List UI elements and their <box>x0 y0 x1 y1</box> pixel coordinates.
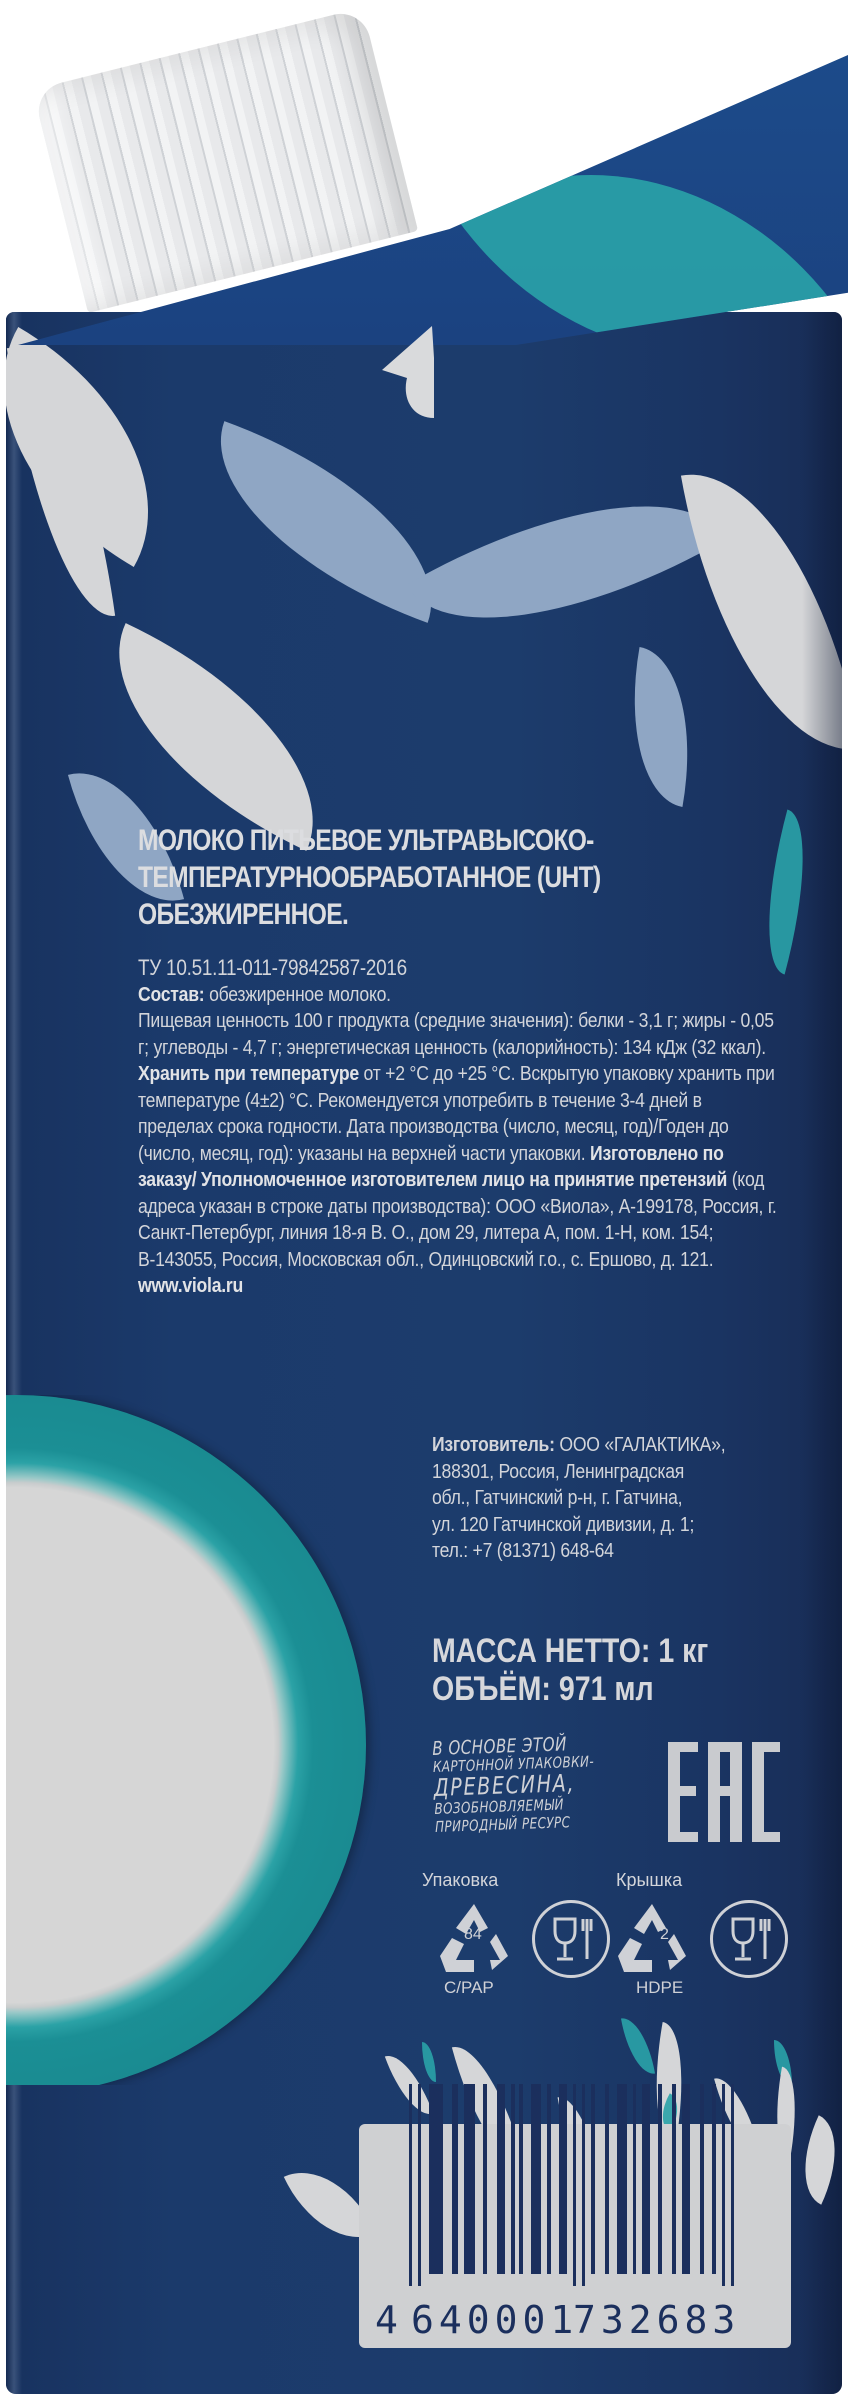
carton-material: C/PAP <box>444 1978 494 1997</box>
storage-label: Хранить при температуре <box>138 1062 359 1085</box>
volume: ОБЪЁМ: 971 мл <box>432 1670 654 1708</box>
product-title <box>138 822 778 933</box>
wood-note-line: В ОСНОВЕ ЭТОЙ <box>431 1733 568 1760</box>
manufacturer-line: ул. 120 Гатчинской дивизии, д. 1; <box>432 1512 695 1536</box>
barcode-group-2: 732683 <box>573 2298 741 2342</box>
composition-value: обезжиренное молоко. <box>209 982 391 1006</box>
cap-material: HDPE <box>636 1978 684 1997</box>
manufacturer-phone: тел.: +7 (81371) 648-64 <box>432 1539 614 1562</box>
wood-renewable-note <box>432 1734 619 1836</box>
cap-label: Крышка <box>616 1870 683 1890</box>
composition-label: Состав: <box>138 982 205 1006</box>
wood-note-line: КАРТОННОЙ УПАКОВКИ- <box>432 1752 595 1776</box>
composition <box>138 982 778 1009</box>
eac-certification-icon <box>668 1742 780 1842</box>
manufacturer-block <box>432 1432 828 1565</box>
manufacturer-line: 188301, Россия, Ленинградская <box>432 1459 685 1483</box>
manufacturer-label: Изготовитель: <box>432 1433 555 1456</box>
product-title-line: ОБЕЗЖИРЕННОЕ. <box>138 898 349 931</box>
food-safe-icon <box>532 1900 610 1978</box>
product-title-line: МОЛОКО ПИТЬЕВОЕ УЛЬТРАВЫСОКО- <box>138 824 594 857</box>
bowl-rim <box>6 1395 366 2085</box>
leaf-decoration <box>406 435 726 689</box>
net-quantity <box>432 1632 818 1708</box>
milk-bowl-illustration <box>6 1395 406 2085</box>
leaf-decoration <box>614 647 709 807</box>
manufacturer-line: ООО «ГАЛАКТИКА», <box>559 1433 726 1456</box>
wood-note-line: ПРИРОДНЫЙ РЕСУРС <box>434 1813 571 1836</box>
nutrition-value: Пищевая ценность 100 г продукта (средние значения): белки - 3,1 г; жиры - 0,05 г; углеводы - 4,7 г; энергетическая ценность (калорийность): 134 кДж (32 ккал). <box>138 1009 774 1059</box>
wood-note-line: ВОЗОБНОВЛЯЕМЫЙ <box>434 1795 565 1818</box>
wood-note-line: ДРЕВЕСИНА, <box>433 1769 576 1802</box>
barcode <box>359 2124 791 2348</box>
net-mass: МАССА НЕТТО: 1 кг <box>432 1632 709 1670</box>
product-title-line: ТЕМПЕРАТУРНООБРАБОТАННОЕ (UHT) <box>138 861 601 894</box>
brand-logo-icon <box>372 318 462 428</box>
storage-text: от +2 °С до +25 °С. Вскрытую упаковку хранить при температуре (4±2) °С. Рекомендуется употребить в течение 3-4 дней в пределах срока годности. Дата производства (число, месяц, год)/Годен до (число, месяц, год): указаны на верхней части упаковки. <box>138 1062 775 1165</box>
carton-label: Упаковка <box>422 1870 499 1890</box>
ordered-by-text: (код адреса указан в строке даты производства): ООО «Виола», А-199178, Россия, г. Санкт-Петербург, линия 18-я В. О., дом 29, литера А, пом. 1-Н, ком. 154; В-143055, Россия, Московская обл., Одинцовский г.о., с. Ершово, д. 121. <box>138 1168 777 1271</box>
product-info-text <box>138 955 778 1300</box>
recycle-icon <box>612 1898 692 1978</box>
cap-recycle-code: 2 <box>660 1926 669 1943</box>
carton-recycle-code: 84 <box>464 1926 482 1943</box>
ordered-by-label: Изготовлено по заказу/ Уполномоченное изготовителем лицо на принятие претензий <box>138 1141 728 1191</box>
nutrition-and-storage <box>138 1008 778 1300</box>
food-safe-icon <box>710 1900 788 1978</box>
tu-standard: ТУ 10.51.11-011-79842587-2016 <box>138 955 407 980</box>
barcode-group-1: 640001 <box>411 2298 579 2342</box>
barcode-first-digit: 4 <box>375 2298 398 2342</box>
barcode-bars <box>409 2084 734 2309</box>
website-link: www.viola.ru <box>138 1274 244 1297</box>
manufacturer-line: обл., Гатчинский р-н, г. Гатчина, <box>432 1486 683 1509</box>
carton-right-shade <box>802 312 842 2394</box>
